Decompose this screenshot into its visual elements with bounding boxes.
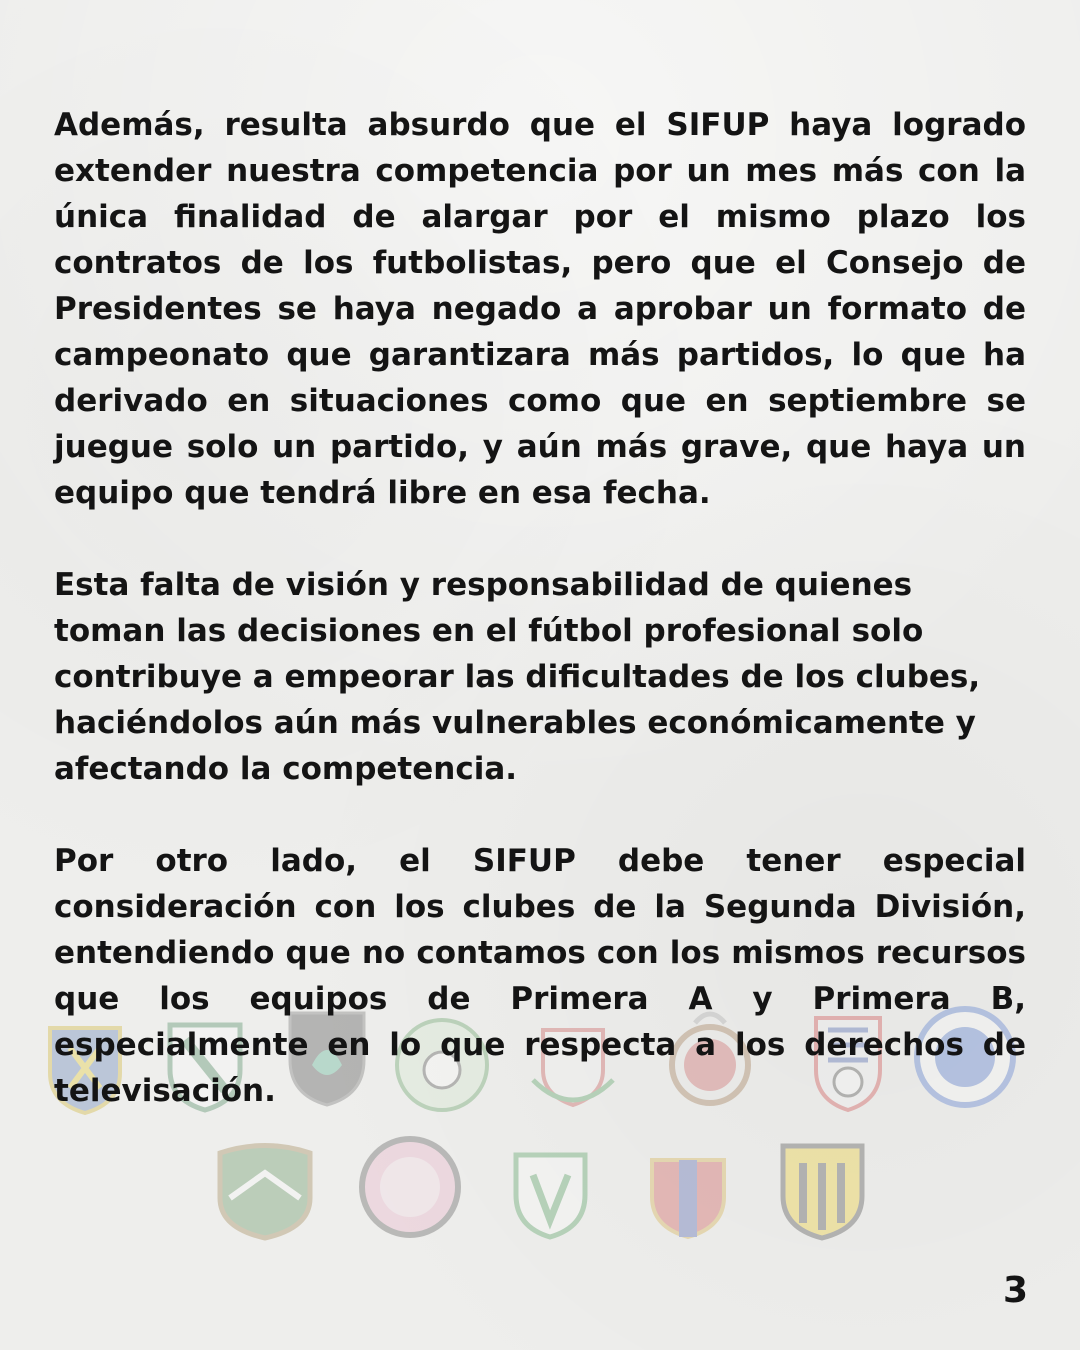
page-number: 3 — [1002, 1270, 1028, 1311]
letter-body — [54, 102, 1026, 1160]
paragraph-1: Además, resulta absurdo que el SIFUP haya logrado extender nuestra competencia por un mes más con la única finalidad de alargar por el mismo plazo los contratos de los futbolistas, pero que el Consejo de Presidentes se haya negado a aprobar un formato de campeonato que garantizara más partidos, lo que ha derivado en situaciones como que en septiembre se juegue solo un partido, y aún más grave, que haya un equipo que tendrá libre en esa fecha. — [54, 107, 1026, 511]
paragraph-3: Por otro lado, el SIFUP debe tener especial consideración con los clubes de la Segunda División, entendiendo que no contamos con los mismos recursos que los equipos de Primera A y Primera B, especialmente en lo que respecta a los derechos de televisación. — [54, 843, 1026, 1109]
paragraph-2: Esta falta de visión y responsabilidad de quienes toman las decisiones en el fútbol profesional solo contribuye a empeorar las dificultades de los clubes, haciéndolos aún más vulnerables económicamente y afectando la competencia. — [54, 567, 981, 787]
